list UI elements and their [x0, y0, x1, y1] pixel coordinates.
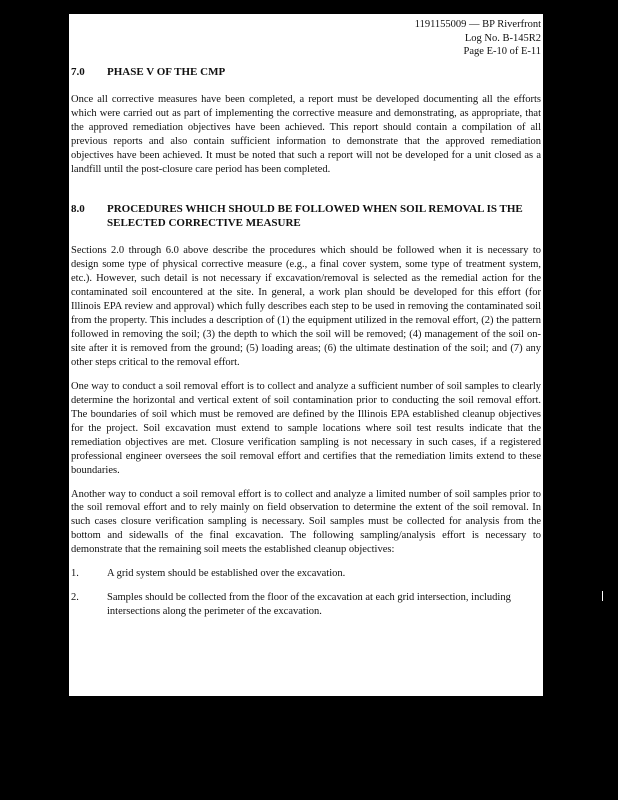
section-8-paragraph-1: Sections 2.0 through 6.0 above describe the procedures which should be followed when it is necessary to design some type of physical corrective measure (e.g., a final cover system, some type of treatment system, etc.). However, such detail is not necessary if excavation/removal is selected as the remedial action for the contaminated soil encountered at the site. In general, a work plan should be developed for this effort (for Illinois EPA review and approval) which fully describes each step to be used in removing the contaminated soil from the property. This includes a description of (1) the equipment utilized in the removal effort, (2) the pattern followed in removing the soil; (3) the depth to which the soil will be removed; (4) management of the soil on-site after it is removed from the ground; (5) loading areas; (6) the ultimate destination of the soil; and (7) any other steps critical to the removal effort.	[71, 245, 541, 368]
section-7-heading	[71, 66, 541, 80]
document-page	[69, 14, 543, 696]
list-item-number: 1.	[71, 568, 79, 580]
header-page-number: Page E-10 of E-11	[463, 46, 541, 58]
section-8-number: 8.0	[71, 203, 85, 216]
section-8-heading	[71, 203, 541, 230]
list-item	[71, 591, 541, 619]
page-header	[71, 18, 541, 59]
section-8-title: PROCEDURES WHICH SHOULD BE FOLLOWED WHEN SOIL REMOVAL IS THE SELECTED CORRECTIVE MEASURE	[107, 203, 523, 229]
list-item	[71, 567, 541, 581]
section-7-paragraph: Once all corrective measures have been completed, a report must be developed documenting all the efforts which were carried out as part of implementing the corrective measure and demonstrating, as appropriate, that the approved remediation objectives have been achieved. This report should contain a compilation of all previous reports and also contain sufficient information to demonstrate that the approved remediation objectives have been achieved. It must be noted that such a report will not be developed for a unit closed as a landfill until the post-closure care period has been completed.	[71, 94, 541, 176]
section-7-title: PHASE V OF THE CMP	[107, 65, 226, 78]
list-item-text: A grid system should be established over the excavation.	[107, 568, 346, 580]
section-7-number: 7.0	[71, 65, 85, 78]
list-item-number: 2.	[71, 592, 79, 604]
section-8-paragraph-3: Another way to conduct a soil removal effort is to collect and analyze a limited number of soil samples prior to the soil removal effort and to rely mainly on field observation to determine the extent of the soil removal. In such cases closure verification sampling is necessary. Soil samples must be collected for analysis from the bottom and sidewalls of the final excavation. The following sampling/analysis effort is necessary to demonstrate that the remaining soil meets the established cleanup objectives:	[71, 488, 541, 556]
list-item-text: Samples should be collected from the floor of the excavation at each grid intersection, including intersections along the perimeter of the excavation.	[107, 592, 511, 618]
header-log-number: Log No. B-145R2	[464, 32, 541, 44]
header-site-id: 1191155009 — BP Riverfront	[414, 19, 541, 30]
section-8-paragraph-2: One way to conduct a soil removal effort is to collect and analyze a sufficient number of soil samples to clearly determine the horizontal and vertical extent of soil contamination prior to conducting the soil removal effort. The boundaries of soil which must be removed are defined by the Illinois EPA established cleanup objectives for the project. Soil excavation must extend to sample locations where soil test results indicate that the remediation objectives are met. Closure verification sampling is not necessary in such cases, if a registered professional engineer oversees the soil removal effort and certifies that the remediation limits extend to these boundaries.	[71, 380, 541, 476]
scan-artifact-mark	[602, 591, 603, 601]
